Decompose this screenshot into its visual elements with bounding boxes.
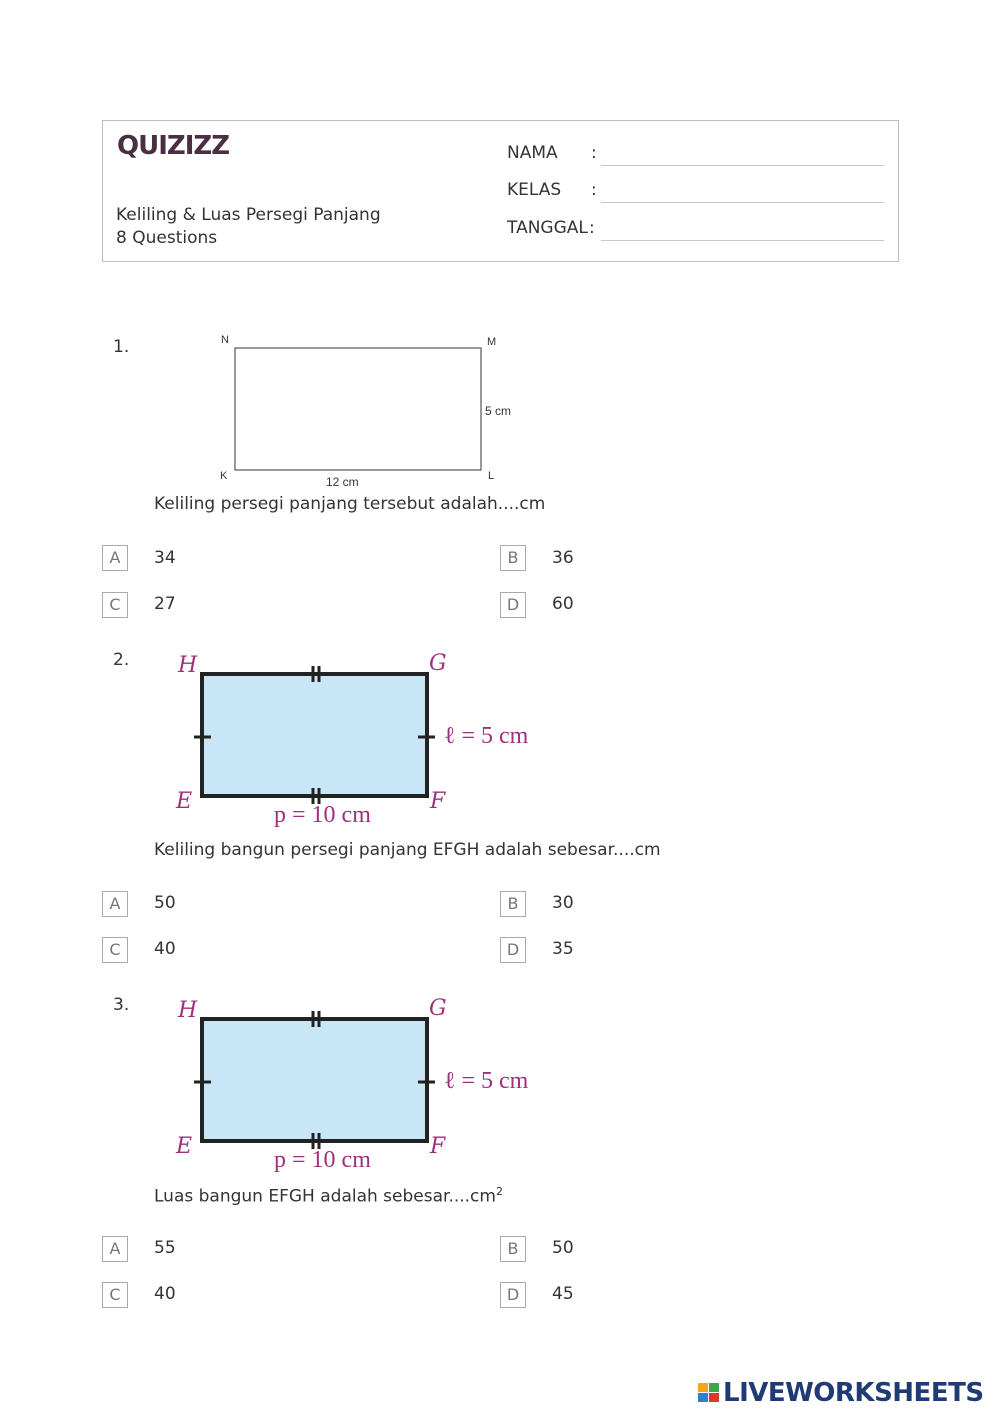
corner-label: F xyxy=(430,1134,446,1159)
name-colon: : xyxy=(591,143,597,163)
name-field[interactable] xyxy=(601,165,884,166)
corner-label: L xyxy=(488,470,495,482)
width-label: 12 cm xyxy=(326,475,359,489)
date-field[interactable] xyxy=(601,240,884,241)
corner-label: F xyxy=(430,789,446,814)
corner-label: G xyxy=(429,996,447,1021)
corner-label: N xyxy=(221,334,229,346)
option-b-box[interactable]: B xyxy=(500,1236,526,1262)
option-d-value: 35 xyxy=(552,939,574,959)
height-label: ℓ = 5 cm xyxy=(444,723,529,749)
option-a-box[interactable]: A xyxy=(102,1236,128,1262)
rectangle-nmkl xyxy=(235,348,481,470)
option-b-box[interactable]: B xyxy=(500,545,526,571)
liveworksheets-text: LIVEWORKSHEETS xyxy=(723,1378,984,1408)
question-1-number: 1. xyxy=(113,337,130,357)
liveworksheets-logo xyxy=(697,1378,984,1408)
option-c-box[interactable]: C xyxy=(102,937,128,963)
name-label: NAMA xyxy=(507,143,558,163)
width-label: p = 10 cm xyxy=(274,802,371,828)
question-3-figure xyxy=(170,990,570,1180)
option-b-box[interactable]: B xyxy=(500,891,526,917)
option-c-box[interactable]: C xyxy=(102,592,128,618)
date-colon: : xyxy=(589,218,595,238)
rectangle-efgh xyxy=(202,1019,427,1141)
date-label: TANGGAL xyxy=(507,218,588,238)
question-1-text: Keliling persegi panjang tersebut adalah....cm xyxy=(154,494,546,514)
height-label: ℓ = 5 cm xyxy=(444,1068,529,1094)
question-3-text xyxy=(154,1185,503,1207)
class-field[interactable] xyxy=(601,202,884,203)
liveworksheets-icon xyxy=(697,1382,721,1404)
option-c-value: 40 xyxy=(154,1284,176,1304)
option-d-value: 60 xyxy=(552,594,574,614)
option-c-box[interactable]: C xyxy=(102,1282,128,1308)
question-2-number: 2. xyxy=(113,650,130,670)
corner-label: H xyxy=(178,998,198,1023)
width-label: p = 10 cm xyxy=(274,1147,371,1173)
question-1-figure xyxy=(210,328,530,493)
corner-label: G xyxy=(429,651,447,676)
option-d-box[interactable]: D xyxy=(500,937,526,963)
option-d-value: 45 xyxy=(552,1284,574,1304)
option-a-value: 50 xyxy=(154,893,176,913)
question-2-text: Keliling bangun persegi panjang EFGH adalah sebesar....cm xyxy=(154,840,661,860)
option-c-value: 40 xyxy=(154,939,176,959)
option-b-value: 50 xyxy=(552,1238,574,1258)
question-3-number: 3. xyxy=(113,995,130,1015)
question-2-figure xyxy=(170,645,570,835)
corner-label: M xyxy=(487,336,497,348)
option-a-value: 34 xyxy=(154,548,176,568)
class-label: KELAS xyxy=(507,180,562,200)
option-c-value: 27 xyxy=(154,594,176,614)
option-a-box[interactable]: A xyxy=(102,891,128,917)
corner-label: K xyxy=(220,470,228,482)
option-b-value: 30 xyxy=(552,893,574,913)
option-d-box[interactable]: D xyxy=(500,1282,526,1308)
option-b-value: 36 xyxy=(552,548,574,568)
corner-label: H xyxy=(178,653,198,678)
question-3-text-main: Luas bangun EFGH adalah sebesar....cm xyxy=(154,1186,496,1207)
question-count: 8 Questions xyxy=(116,228,218,248)
quizizz-logo: QUIZIZZ xyxy=(117,131,230,161)
superscript-2: 2 xyxy=(495,1185,503,1198)
rectangle-efgh xyxy=(202,674,427,796)
height-label: 5 cm xyxy=(485,404,512,418)
option-a-box[interactable]: A xyxy=(102,545,128,571)
option-a-value: 55 xyxy=(154,1238,176,1258)
quiz-title: Keliling & Luas Persegi Panjang xyxy=(116,205,381,225)
corner-label: E xyxy=(176,1134,193,1159)
option-d-box[interactable]: D xyxy=(500,592,526,618)
corner-label: E xyxy=(176,789,193,814)
class-colon: : xyxy=(591,180,597,200)
